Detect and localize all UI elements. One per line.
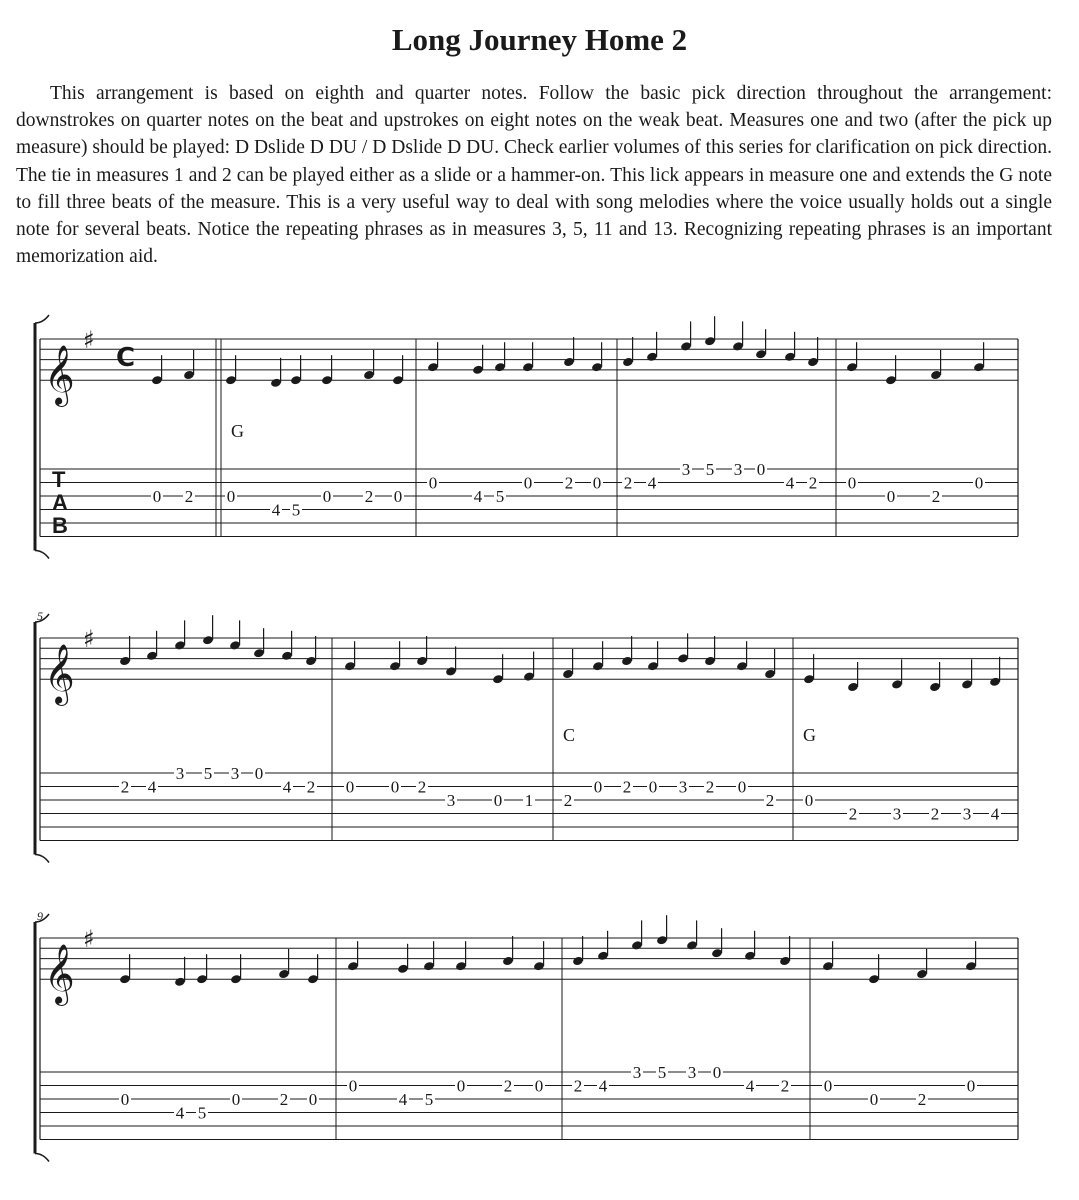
tab-fret-number: 4 [473, 487, 483, 506]
tab-fret-number: 2 [364, 487, 374, 506]
measure-number: 9 [37, 909, 43, 923]
tab-fret-number: 2 [848, 804, 858, 824]
tab-fret-number: 2 [573, 1076, 583, 1096]
tab-fret-number: 2 [765, 791, 775, 810]
tab-fret-number: 1 [524, 791, 534, 810]
intro-paragraph: This arrangement is based on eighth and quarter notes. Follow the basic pick direction throughout the arrangement: downstrokes on quarter notes on the beat and upstrokes on eight notes on the weak beat. Measures one and two (after the pick up measure) should be played: D Dslide D DU / D Dslide D DU. Check earlier volumes of this series for clarification on pick direction. The tie in measures 1 and 2 can be played either as a slide or a hammer-on. This lick appears in measure one and extends the G note to fill three beats of the measure. This is a very useful way to deal with song melodies where the voice usually holds out a single note for several beats. Notice the repeating phrases as in measures 3, 5, 11 and 13. Recognizing repeating phrases is an important memorization aid. [16, 83, 1052, 268]
tab-fret-number: 5 [705, 460, 715, 479]
tab-fret-number: 0 [226, 487, 236, 506]
tab-clef-letter: T [52, 467, 66, 492]
tab-fret-number: 2 [563, 791, 573, 810]
tab-fret-number: 3 [175, 764, 185, 783]
tab-fret-number: 0 [756, 460, 766, 479]
treble-clef-icon: 𝄞 [44, 345, 75, 406]
tab-fret-number: 2 [306, 777, 316, 797]
tab-fret-number: 2 [279, 1090, 289, 1109]
tab-fret-number: 5 [203, 764, 213, 783]
system-3 [35, 909, 1018, 1162]
tab-fret-number: 3 [687, 1063, 697, 1082]
tab-fret-number: 2 [808, 473, 818, 493]
tab-fret-number: 3 [892, 804, 902, 824]
key-signature-sharp: ♯ [83, 925, 95, 953]
tab-fret-number: 0 [823, 1076, 833, 1096]
tab-fret-number: 0 [390, 777, 400, 797]
tab-fret-number: 2 [503, 1076, 513, 1096]
chord-symbol: G [803, 725, 816, 745]
tab-fret-number: 0 [712, 1063, 722, 1082]
tab-clef-letter: B [52, 513, 68, 538]
tab-fret-number: 0 [869, 1090, 879, 1109]
treble-clef-icon: 𝄞 [44, 644, 75, 705]
tab-fret-number: 4 [147, 777, 157, 797]
tab-fret-number: 4 [282, 777, 292, 797]
tab-fret-number: 4 [785, 473, 795, 493]
tab-fret-number: 3 [962, 804, 972, 824]
system-2 [35, 609, 1018, 863]
treble-clef-icon: 𝄞 [44, 944, 75, 1005]
key-signature-sharp: ♯ [83, 625, 95, 653]
tab-fret-number: 2 [780, 1076, 790, 1096]
tab-fret-number: 0 [152, 487, 162, 506]
tab-fret-number: 5 [197, 1103, 207, 1123]
tab-fret-number: 2 [184, 487, 194, 506]
bracket-bottom [35, 551, 49, 559]
tab-fret-number: 3 [681, 460, 691, 479]
tab-fret-number: 0 [348, 1076, 358, 1096]
time-signature: C [116, 343, 136, 373]
tab-fret-number: 0 [804, 791, 814, 810]
tab-fret-number: 2 [930, 804, 940, 824]
tab-fret-number: 0 [393, 487, 403, 506]
tab-fret-number: 2 [623, 473, 633, 493]
tab-fret-number: 0 [493, 791, 503, 810]
tab-fret-number: 0 [254, 764, 264, 783]
tab-fret-number: 0 [456, 1076, 466, 1096]
tab-fret-number: 0 [322, 487, 332, 506]
tab-fret-number: 0 [966, 1076, 976, 1096]
tab-fret-number: 4 [398, 1090, 408, 1109]
tab-fret-number: 0 [308, 1090, 318, 1109]
tab-fret-number: 5 [424, 1090, 434, 1109]
tab-fret-number: 0 [593, 777, 603, 797]
tab-fret-number: 3 [632, 1063, 642, 1082]
tab-fret-number: 0 [886, 487, 896, 506]
tab-fret-number: 0 [737, 777, 747, 797]
tab-fret-number: 5 [657, 1063, 667, 1082]
tab-fret-number: 0 [120, 1090, 130, 1109]
tab-fret-number: 0 [847, 473, 857, 493]
tab-fret-number: 2 [120, 777, 130, 797]
tab-fret-number: 0 [523, 473, 533, 493]
tab-fret-number: 5 [291, 500, 301, 520]
tab-fret-number: 4 [598, 1076, 608, 1096]
tab-fret-number: 2 [622, 777, 632, 797]
tab-fret-number: 4 [990, 804, 1000, 824]
tab-fret-number: 3 [230, 764, 240, 783]
tab-fret-number: 0 [974, 473, 984, 493]
chord-symbol: G [231, 421, 244, 441]
key-signature-sharp: ♯ [83, 326, 95, 354]
tab-fret-number: 0 [231, 1090, 241, 1109]
tab-fret-number: 0 [648, 777, 658, 797]
tab-fret-number: 3 [678, 777, 688, 797]
tab-fret-number: 0 [345, 777, 355, 797]
page-title: Long Journey Home 2 [391, 22, 688, 57]
tab-fret-number: 3 [446, 791, 456, 810]
bracket-bottom [35, 1154, 49, 1162]
tab-fret-number: 2 [705, 777, 715, 797]
tab-clef-letter: A [52, 490, 68, 515]
tab-fret-number: 5 [495, 487, 505, 506]
tab-fret-number: 0 [534, 1076, 544, 1096]
bracket-bottom [35, 855, 49, 863]
measure-number: 5 [37, 609, 43, 623]
bracket-top [35, 315, 49, 323]
tab-fret-number: 2 [417, 777, 427, 797]
tab-fret-number: 4 [745, 1076, 755, 1096]
tab-fret-number: 4 [271, 500, 281, 520]
chord-symbol: C [563, 725, 576, 745]
tab-fret-number: 2 [917, 1090, 927, 1109]
tab-fret-number: 3 [733, 460, 743, 479]
tab-fret-number: 4 [175, 1103, 185, 1123]
tab-fret-number: 2 [931, 487, 941, 506]
tab-fret-number: 0 [592, 473, 602, 493]
tab-fret-number: 4 [647, 473, 657, 493]
tab-fret-number: 2 [564, 473, 574, 493]
tab-fret-number: 0 [428, 473, 438, 493]
system-1 [35, 315, 1018, 559]
